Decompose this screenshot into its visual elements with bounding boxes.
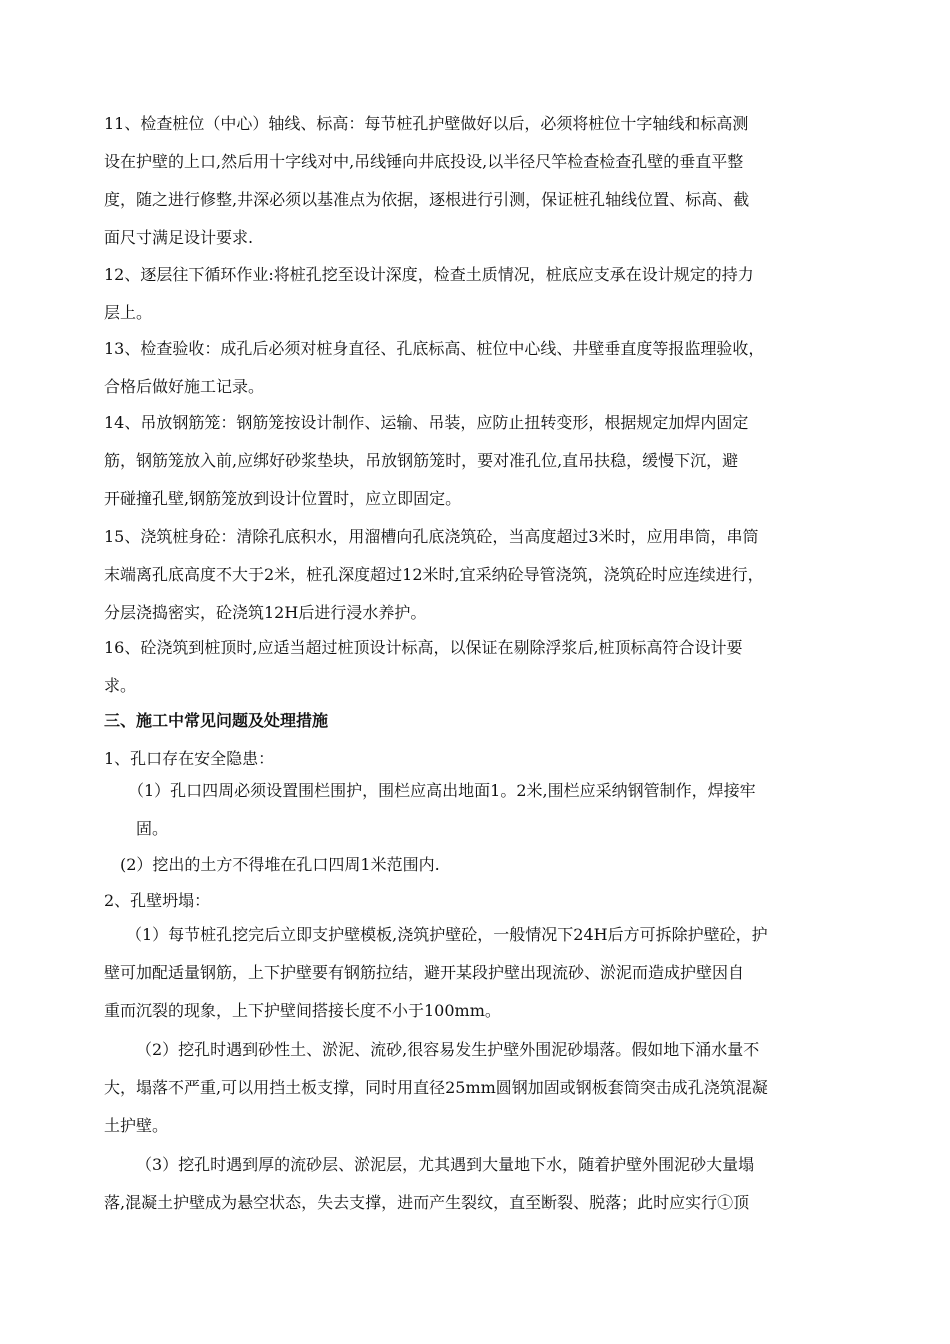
text-line: (2）挖出的土方不得堆在孔口四周1米范围内.	[120, 855, 440, 874]
text-line: 设在护壁的上口,然后用十字线对中,吊线锤向井底投设,以半径尺竿检查检查孔壁的垂直平整	[104, 152, 744, 171]
paragraph-item-16	[104, 629, 880, 705]
text-line: （3）挖孔时遇到厚的流砂层、淤泥层，尤其遇到大量地下水，随着护壁外围泥砂大量塌	[136, 1155, 755, 1174]
text-line: （1）孔口四周必须设置围栏围护，围栏应高出地面1。2米,围栏应采纳钢管制作，焊接牢	[128, 781, 756, 800]
paragraph-item-14	[104, 404, 880, 518]
text-line: 度，随之进行修整,井深必须以基准点为依据，逐根进行引测，保证桩孔轴线位置、标高、截	[104, 190, 750, 209]
text-line: （1）每节桩孔挖完后立即支护壁模板,浇筑护壁砼，一般情况下24H后方可拆除护壁砼，护	[126, 925, 768, 944]
section-heading	[104, 702, 880, 740]
text-line: 土护壁。	[104, 1116, 169, 1135]
problem-item-2	[104, 882, 880, 920]
measure-item-2-2	[104, 1031, 880, 1145]
paragraph-item-12	[104, 256, 880, 332]
text-line: 求。	[104, 676, 137, 695]
text-line: 重而沉裂的现象，上下护壁间搭接长度不小于100mm。	[104, 1001, 501, 1020]
text-line: 合格后做好施工记录。	[104, 377, 265, 396]
text-line: 开碰撞孔壁,钢筋笼放到设计位置时，应立即固定。	[104, 489, 462, 508]
text-line: 分层浇捣密实，砼浇筑12H后进行浸水养护。	[104, 603, 427, 622]
text-line: 大，塌落不严重,可以用挡土板支撑，同时用直径25mm圆钢加固或钢板套筒突击成孔浇筑混凝	[104, 1078, 768, 1097]
text-line: 2、孔壁坍塌：	[104, 891, 211, 910]
measure-item-2-3	[104, 1146, 880, 1222]
measure-item-1-2	[120, 846, 880, 884]
measure-item-1-1	[128, 772, 880, 848]
paragraph-item-15	[104, 518, 880, 632]
measure-item-2-1	[104, 916, 880, 1030]
text-line: 层上。	[104, 303, 153, 322]
text-line: 12、逐层往下循环作业:将桩孔挖至设计深度，检查土质情况，桩底应支承在设计规定的持力	[104, 265, 754, 284]
heading-text: 三、施工中常见问题及处理措施	[104, 711, 329, 730]
text-line: 11、检查桩位（中心）轴线、标高：每节桩孔护壁做好以后，必须将桩位十字轴线和标高测	[104, 114, 749, 133]
text-line: 13、检查验收：成孔后必须对桩身直径、孔底标高、桩位中心线、井壁垂直度等报监理验收，	[104, 339, 765, 358]
text-line: 14、吊放钢筋笼：钢筋笼按设计制作、运输、吊装，应防止扭转变形，根据规定加焊内固定	[104, 413, 749, 432]
text-line: 固。	[136, 819, 169, 838]
text-line: （2）挖孔时遇到砂性土、淤泥、流砂,很容易发生护壁外围泥砂塌落。假如地下涌水量不	[136, 1040, 760, 1059]
paragraph-item-11	[104, 105, 880, 257]
paragraph-item-13	[104, 330, 880, 406]
text-line: 16、砼浇筑到桩顶时,应适当超过桩顶设计标高，以保证在剔除浮浆后,桩顶标高符合设计要	[104, 638, 743, 657]
text-line: 末端离孔底高度不大于2米，桩孔深度超过12米时,宜采纳砼导管浇筑，浇筑砼时应连续进行，	[104, 565, 764, 584]
text-line: 壁可加配适量钢筋，上下护壁要有钢筋拉结，避开某段护壁出现流砂、淤泥而造成护壁因自	[104, 963, 745, 982]
text-line: 落,混凝土护壁成为悬空状态，失去支撑，进而产生裂纹，直至断裂、脱落；此时应实行①顶	[104, 1193, 750, 1212]
text-line: 1、孔口存在安全隐患：	[104, 749, 275, 768]
text-line: 筋，钢筋笼放入前,应绑好砂浆垫块，吊放钢筋笼时，要对准孔位,直吊扶稳，缓慢下沉，避	[104, 451, 739, 470]
text-line: 面尺寸满足设计要求.	[104, 228, 254, 247]
text-line: 15、浇筑桩身砼：清除孔底积水，用溜槽向孔底浇筑砼，当高度超过3米时，应用串筒，串筒	[104, 527, 759, 546]
